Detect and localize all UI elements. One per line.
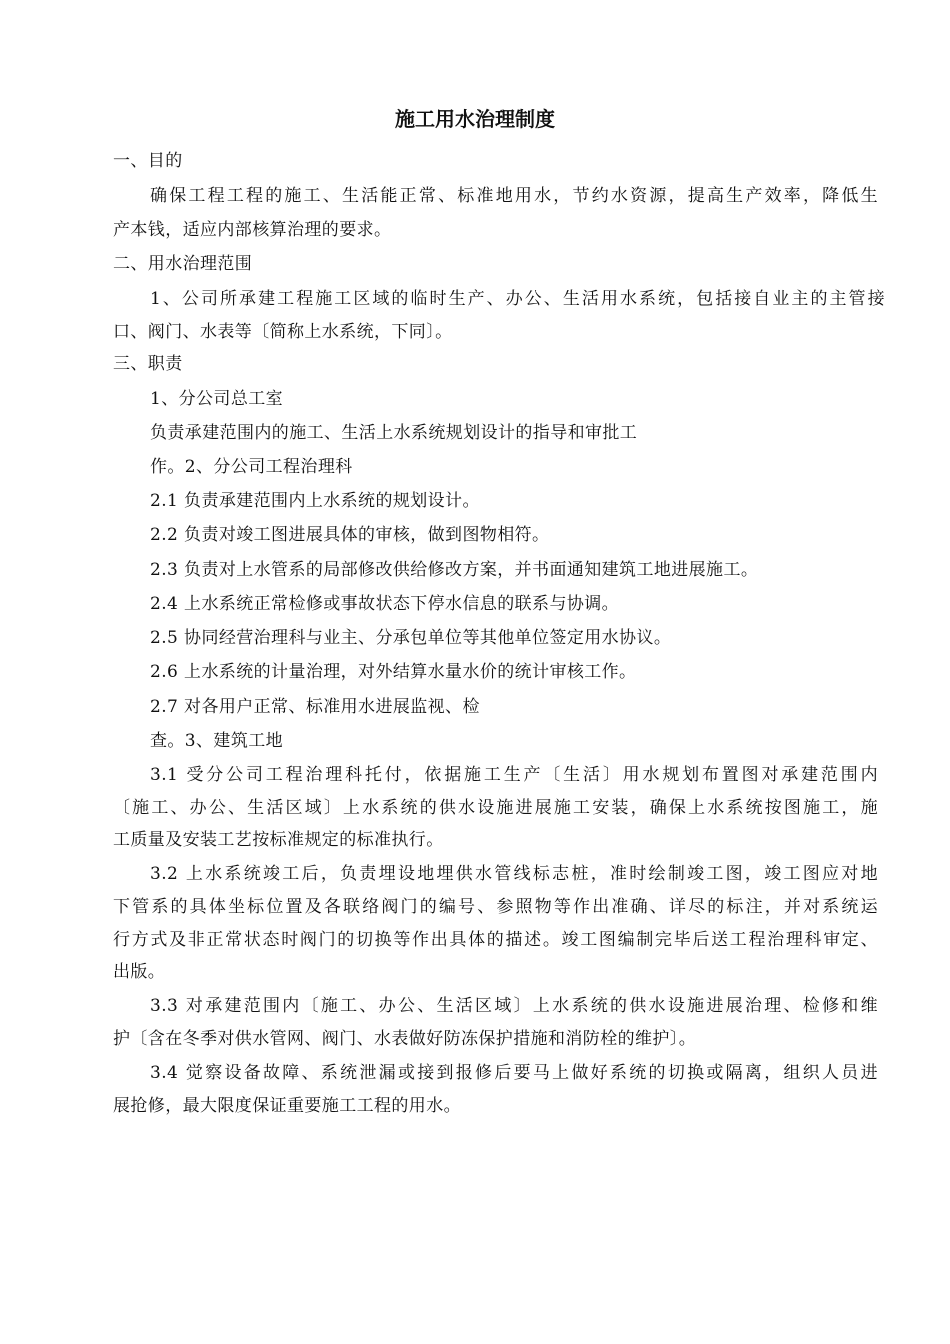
paragraph-line: 作。2、分公司工程治理科 (150, 457, 353, 477)
subsection-heading: 1、分公司总工室 (150, 389, 284, 409)
paragraph-line: 展抢修，最大限度保证重要施工工程的用水。 (113, 1096, 461, 1116)
paragraph-line: 〔施工、办公、生活区域〕上水系统的供水设施进展施工安装，确保上水系统按图施工，施 (113, 798, 878, 818)
paragraph-line: 3.3 对承建范围内〔施工、办公、生活区域〕上水系统的供水设施进展治理、检修和维 (150, 996, 878, 1016)
list-item: 2.4 上水系统正常检修或事故状态下停水信息的联系与协调。 (150, 594, 620, 614)
section-heading: 二、用水治理范围 (113, 254, 253, 274)
paragraph-line: 3.4 觉察设备故障、系统泄漏或接到报修后要马上做好系统的切换或隔离，组织人员进 (150, 1063, 878, 1083)
paragraph-line: 确保工程工程的施工、生活能正常、标准地用水，节约水资源，提高生产效率，降低生 (150, 186, 878, 206)
paragraph-line: 查。3、建筑工地 (150, 731, 284, 751)
paragraph-line: 护〔含在冬季对供水管网、阀门、水表做好防冻保护措施和消防栓的维护〕。 (113, 1029, 697, 1049)
list-item: 2.6 上水系统的计量治理，对外结算水量水价的统计审核工作。 (150, 662, 637, 682)
paragraph-line: 1、公司所承建工程施工区域的临时生产、办公、生活用水系统，包括接自业主的主管接 (150, 289, 885, 309)
paragraph-line: 行方式及非正常状态时阀门的切换等作出具体的描述。竣工图编制完毕后送工程治理科审定、 (113, 930, 878, 950)
list-item: 2.7 对各用户正常、标准用水进展监视、检 (150, 697, 480, 717)
section-heading: 一、目的 (113, 151, 183, 171)
paragraph-line: 3.1 受分公司工程治理科托付，依据施工生产〔生活〕用水规划布置图对承建范围内 (150, 765, 878, 785)
list-item: 2.5 协同经营治理科与业主、分承包单位等其他单位签定用水协议。 (150, 628, 672, 648)
list-item: 2.1 负责承建范围内上水系统的规划设计。 (150, 491, 480, 511)
paragraph-line: 产本钱，适应内部核算治理的要求。 (113, 220, 392, 240)
paragraph-line: 3.2 上水系统竣工后，负责埋设地埋供水管线标志桩，准时绘制竣工图，竣工图应对地 (150, 864, 878, 884)
paragraph-line: 下管系的具体坐标位置及各联络阀门的编号、参照物等作出准确、详尽的标注，并对系统运 (113, 897, 878, 917)
list-item: 2.3 负责对上水管系的局部修改供给修改方案，并书面通知建筑工地进展施工。 (150, 560, 759, 580)
document-title: 施工用水治理制度 (395, 107, 555, 131)
paragraph-line: 口、阀门、水表等〔简称上水系统，下同〕。 (113, 322, 453, 342)
paragraph-line: 工质量及安装工艺按标准规定的标准执行。 (113, 830, 444, 850)
section-heading: 三、职责 (113, 354, 183, 374)
list-item: 2.2 负责对竣工图进展具体的审核，做到图物相符。 (150, 525, 550, 545)
paragraph-line: 出版。 (113, 962, 166, 982)
paragraph-line: 负责承建范围内的施工、生活上水系统规划设计的指导和审批工 (150, 423, 638, 443)
